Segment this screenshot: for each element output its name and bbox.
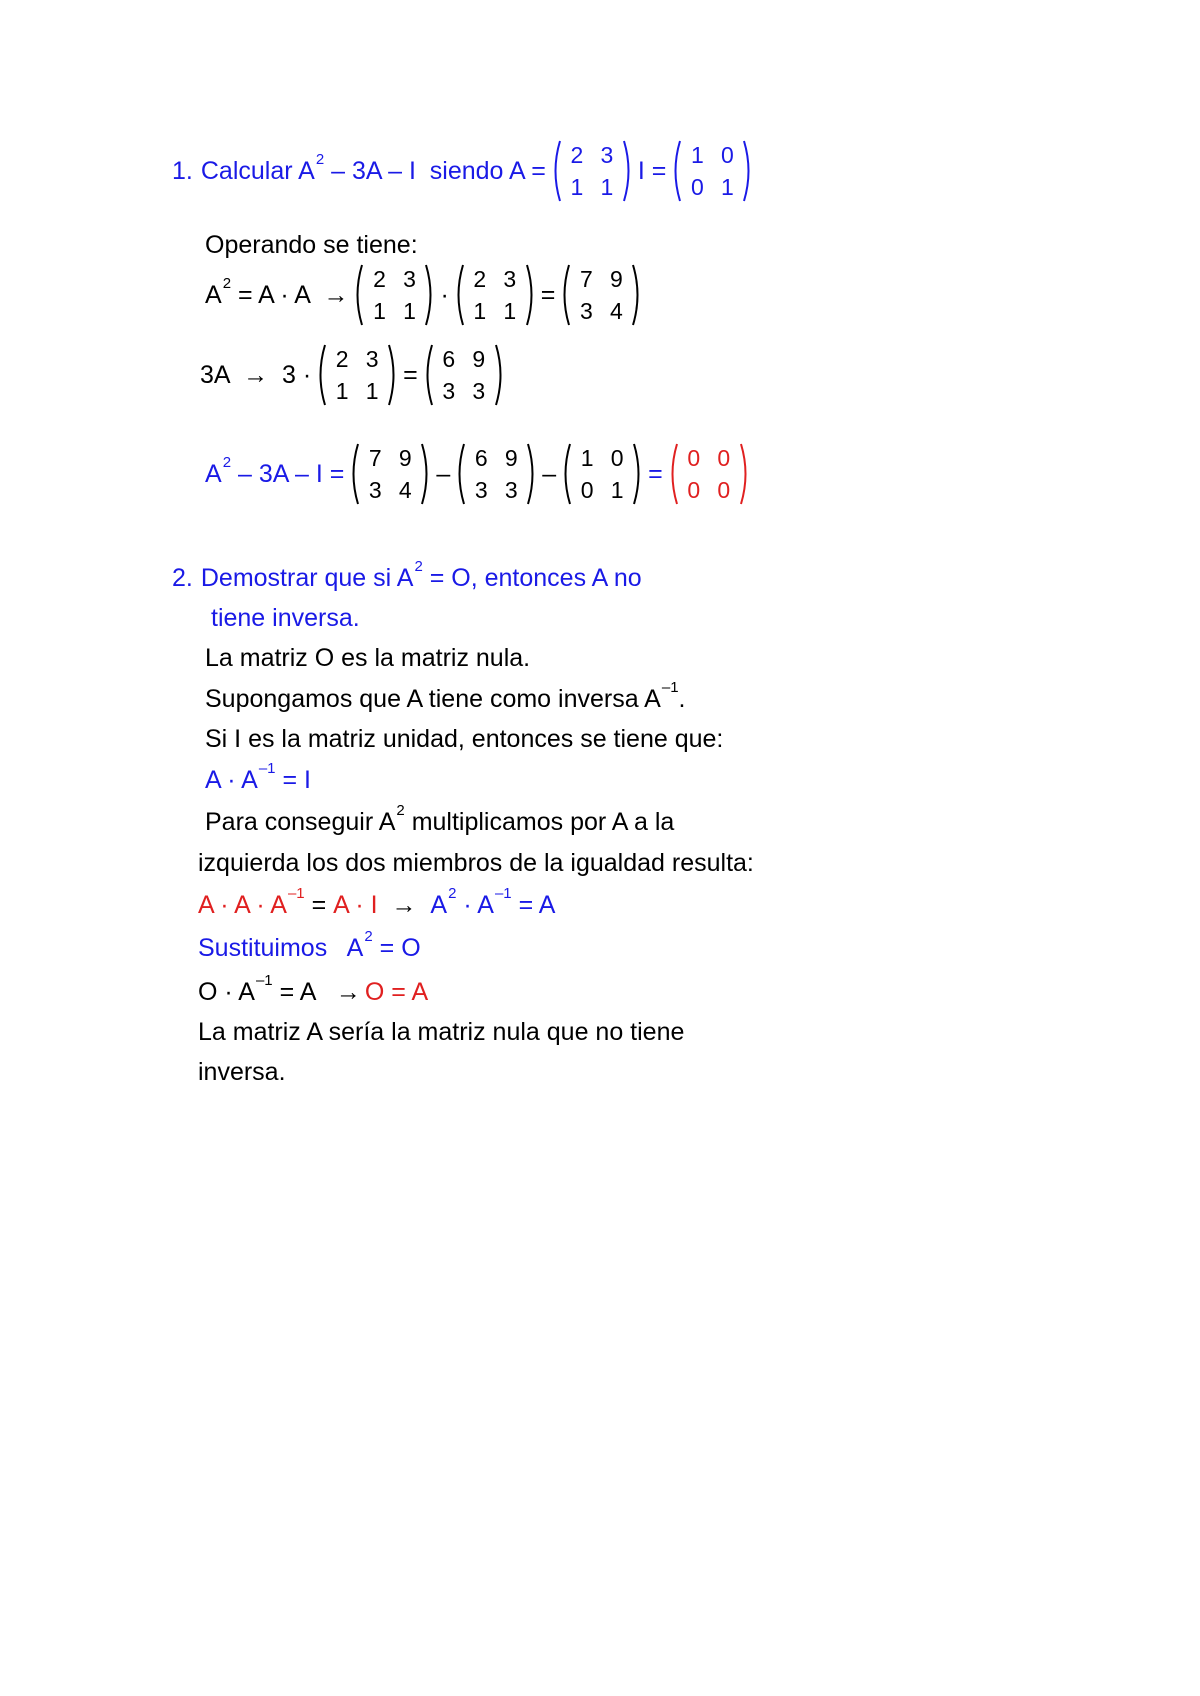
text: multiplicamos por A a la xyxy=(404,808,675,836)
matrix-a-right xyxy=(453,263,537,327)
exponent: 2 xyxy=(222,275,232,292)
three-a-line xyxy=(200,346,510,404)
problem1-mid: – 3A – I siendo A = xyxy=(324,157,546,185)
matrix-cell: 1 xyxy=(473,298,487,324)
final-result-line xyxy=(205,445,755,503)
matrix-cell: 0 xyxy=(717,477,731,503)
matrix-cell: 3 xyxy=(368,477,382,503)
matrix-i xyxy=(670,139,754,203)
matrix-cell: 3 xyxy=(472,378,486,404)
p2-line-9 xyxy=(198,973,428,1011)
text: = A → xyxy=(272,978,361,1006)
matrix-cell: 3 xyxy=(580,298,593,324)
matrix-cell: 9 xyxy=(610,266,623,292)
equals-sign: = xyxy=(648,460,663,488)
text: Supongamos que A tiene como inversa A xyxy=(205,685,661,713)
text: O = A xyxy=(364,978,429,1006)
matrix-cell: 1 xyxy=(600,174,614,200)
matrix-cell: 1 xyxy=(373,298,386,324)
problem2-title-line2: tiene inversa. xyxy=(211,604,360,632)
matrix-cell: 7 xyxy=(580,266,593,292)
matrix-cell: 3 xyxy=(474,477,488,503)
text: A · I xyxy=(333,891,378,919)
three-a-label: 3A → 3 · xyxy=(200,361,312,389)
problem1-lead: Calcular A xyxy=(200,157,315,185)
matrix-cell: 3 xyxy=(600,142,614,168)
matrix-cell: 6 xyxy=(474,445,488,471)
exponent: –1 xyxy=(494,885,512,902)
matrix-a2-copy xyxy=(348,442,432,506)
text: A xyxy=(430,891,448,919)
arrow: → xyxy=(377,891,431,919)
p2-line-2 xyxy=(205,680,686,718)
matrix-cell: 0 xyxy=(690,174,704,200)
problem2-title-a: Demostrar que si A xyxy=(200,564,414,592)
matrix-cell: 0 xyxy=(687,477,701,503)
matrix-cell: 3 xyxy=(442,378,456,404)
exponent: –1 xyxy=(287,885,305,902)
final-rest: – 3A – I = xyxy=(231,460,345,488)
exponent: –1 xyxy=(255,972,273,989)
text: = O xyxy=(372,934,421,962)
matrix-cell: 3 xyxy=(365,346,379,372)
matrix-cell: 0 xyxy=(687,445,701,471)
matrix-cell: 4 xyxy=(398,477,412,503)
matrix-cell: 3 xyxy=(403,266,416,292)
a2-rest: = A · A → xyxy=(231,281,349,309)
p2-line-4 xyxy=(205,761,311,799)
exponent: 2 xyxy=(222,454,232,471)
matrix-cell: 1 xyxy=(580,445,594,471)
text: O · A xyxy=(198,978,255,1006)
matrix-cell: 2 xyxy=(570,142,584,168)
matrix-cell: 1 xyxy=(335,378,349,404)
matrix-cell: 0 xyxy=(720,142,734,168)
exponent: 2 xyxy=(414,558,423,575)
exponent: –1 xyxy=(258,760,276,777)
matrix-cell: 2 xyxy=(473,266,487,292)
exponent: 2 xyxy=(396,802,405,819)
minus-sign: – xyxy=(542,460,557,488)
p2-line-5 xyxy=(205,803,674,841)
p2-line-7 xyxy=(198,886,555,924)
exponent: 2 xyxy=(448,885,457,902)
a-squared-line xyxy=(205,266,647,324)
matrix-cell: 3 xyxy=(503,266,517,292)
matrix-cell: 1 xyxy=(610,477,624,503)
text: A · A xyxy=(205,766,258,794)
matrix-a2-result xyxy=(559,263,643,327)
matrix-i-grid xyxy=(682,139,742,203)
matrix-cell: 2 xyxy=(373,266,386,292)
equals-sign: = xyxy=(403,361,418,389)
matrix-cell: 7 xyxy=(368,445,382,471)
p2-line-6: izquierda los dos miembros de la igualdad resulta: xyxy=(198,849,754,877)
matrix-cell: 1 xyxy=(690,142,704,168)
equals-sign: = xyxy=(540,281,556,309)
text: = A xyxy=(511,891,556,919)
matrix-cell: 9 xyxy=(472,346,486,372)
matrix-cell: 6 xyxy=(442,346,456,372)
problem2-number: 2. xyxy=(172,564,193,592)
exponent: 2 xyxy=(364,928,373,945)
matrix-cell: 0 xyxy=(610,445,624,471)
matrix-cell: 1 xyxy=(570,174,584,200)
text: A · A · A xyxy=(198,891,287,919)
matrix-cell: 1 xyxy=(403,298,416,324)
matrix-a-scaled xyxy=(315,343,399,407)
p2-line-8 xyxy=(198,929,421,967)
matrix-cell: 1 xyxy=(365,378,379,404)
matrix-3a-copy xyxy=(454,442,538,506)
i-equals: I = xyxy=(637,157,667,185)
text: = I xyxy=(275,766,311,794)
matrix-cell: 1 xyxy=(720,174,734,200)
a2-label: A xyxy=(205,281,222,309)
matrix-cell: 3 xyxy=(504,477,518,503)
exponent: 2 xyxy=(315,151,325,168)
matrix-i-copy xyxy=(560,442,644,506)
text: = xyxy=(304,891,334,919)
matrix-a-left xyxy=(352,263,436,327)
problem1-number: 1. xyxy=(172,157,193,185)
problem2-title xyxy=(172,559,642,597)
operando-text: Operando se tiene: xyxy=(205,231,418,259)
matrix-a-grid xyxy=(562,139,622,203)
final-label: A xyxy=(205,460,222,488)
text: · A xyxy=(456,891,494,919)
exponent: –1 xyxy=(661,679,679,696)
matrix-cell: 1 xyxy=(503,298,517,324)
zero-matrix xyxy=(667,442,751,506)
p2-line-11: inversa. xyxy=(198,1058,286,1086)
text: Para conseguir A xyxy=(205,808,396,836)
problem1-statement xyxy=(172,142,758,200)
matrix-cell: 9 xyxy=(398,445,412,471)
text: Sustituimos A xyxy=(198,934,364,962)
matrix-cell: 9 xyxy=(504,445,518,471)
minus-sign: – xyxy=(436,460,451,488)
p2-line-3: Si I es la matriz unidad, entonces se tiene que: xyxy=(205,725,724,753)
p2-line-1: La matriz O es la matriz nula. xyxy=(205,644,531,672)
matrix-cell: 0 xyxy=(580,477,594,503)
problem2-title-b: = O, entonces A no xyxy=(422,564,642,592)
matrix-cell: 4 xyxy=(610,298,623,324)
matrix-3a-result xyxy=(422,343,506,407)
matrix-a xyxy=(550,139,634,203)
dot-operator: · xyxy=(440,281,449,309)
p2-line-10: La matriz A sería la matriz nula que no tiene xyxy=(198,1018,685,1046)
matrix-cell: 0 xyxy=(717,445,731,471)
text: . xyxy=(678,685,686,713)
matrix-cell: 2 xyxy=(335,346,349,372)
